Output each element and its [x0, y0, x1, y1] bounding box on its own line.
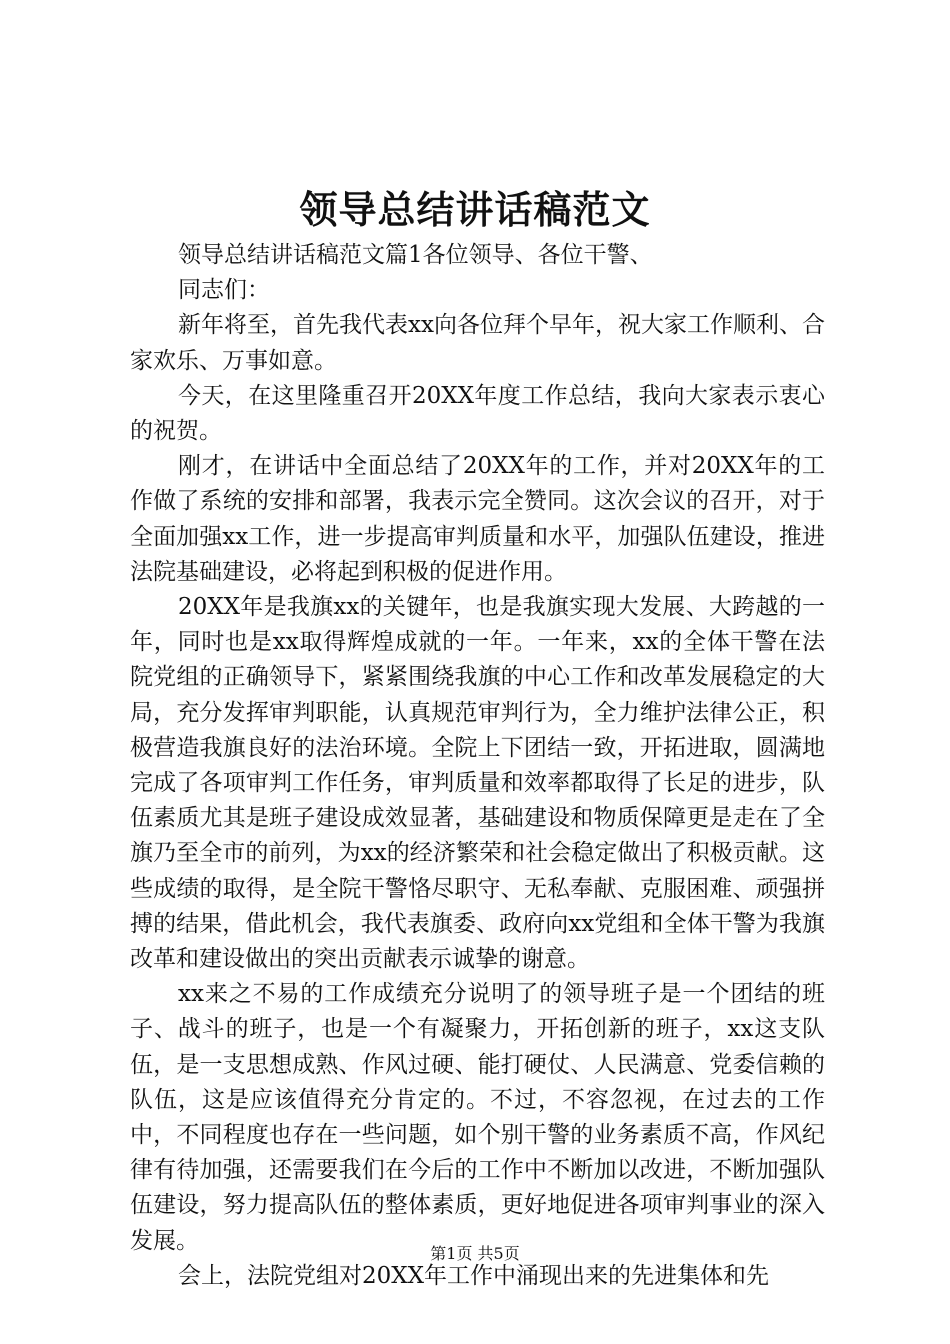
paragraph-4: 今天，在这里隆重召开20XX年度工作总结，我向大家表示衷心的祝贺。: [130, 382, 825, 445]
document-title: 领导总结讲话稿范文: [299, 187, 651, 232]
paragraph-3: 新年将至，首先我代表xx向各位拜个早年，祝大家工作顺利、合家欢乐、万事如意。: [130, 312, 825, 374]
page-footer: 第1页 共5页: [430, 1244, 520, 1263]
paragraph-6: 20XX年是我旗xx的关键年，也是我旗实现大发展、大跨越的一年，同时也是xx取得辉煌成就的一年。一年来，xx的全体干警在法院党组的正确领导下，紧紧围绕我旗的中心工作和改革发展稳定的大局，充分发挥审判职能，认真规范审判行为，全力维护法律公正，积极营造我旗良好的法治环境。全院上下团结一致，开拓进取，圆满地完成了各项审判工作任务，审判质量和效率都取得了长足的进步，队伍素质尤其是班子建设成效显著，基础建设和物质保障更是走在了全旗乃至全市的前列，为xx的经济繁荣和社会稳定做出了积极贡献。这些成绩的取得，是全院干警恪尽职守、无私奉献、克服困难、顽强拼搏的结果，借此机会，我代表旗委、政府向xx党组和全体干警为我旗改革和建设做出的突出贡献表示诚挚的谢意。: [130, 594, 825, 973]
paragraph-2: 同志们：: [178, 277, 270, 304]
document-body: [130, 238, 825, 1294]
paragraph-7: xx来之不易的工作成绩充分说明了的领导班子是一个团结的班子、战斗的班子，也是一个有凝聚力，开拓创新的班子，xx这支队伍，是一支思想成熟、作风过硬、能打硬仗、人民满意、党委信赖的队伍，这是应该值得充分肯定的。不过，不容忽视，在过去的工作中，不同程度也存在一些问题，如个别干警的业务素质不高，作风纪律有待加强，还需要我们在今后的工作中不断加以改进，不断加强队伍建设，努力提高队伍的整体素质，更好地促进各项审判事业的深入发展。: [130, 981, 825, 1254]
paragraph-5: 刚才，在讲话中全面总结了20XX年的工作，并对20XX年的工作做了系统的安排和部署，我表示完全赞同。这次会议的召开，对于全面加强xx工作，进一步提高审判质量和水平，加强队伍建设，推进法院基础建设，必将起到积极的促进作用。: [130, 453, 825, 585]
paragraph-1: 领导总结讲话稿范文篇1各位领导、各位干警、: [178, 242, 653, 268]
paragraph-8: 会上，法院党组对20XX年工作中涌现出来的先进集体和先: [178, 1262, 770, 1289]
